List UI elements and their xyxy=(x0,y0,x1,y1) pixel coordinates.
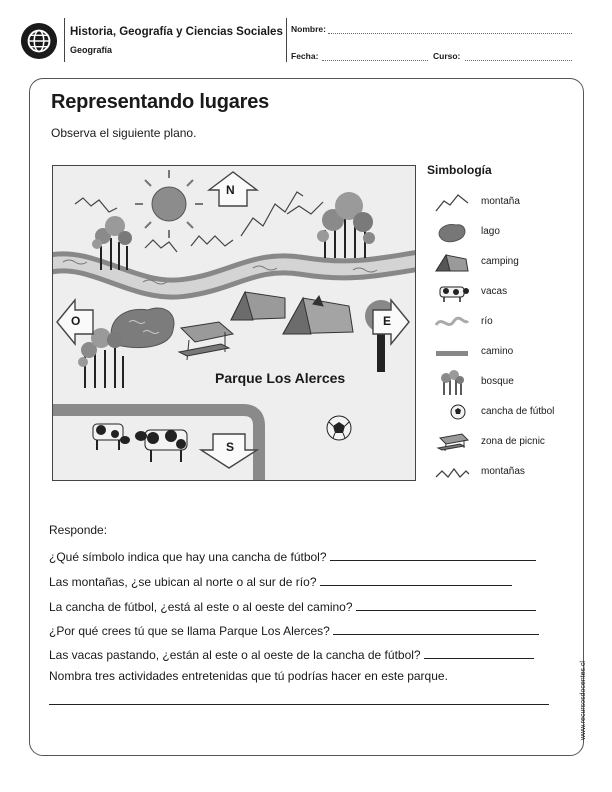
globe-logo-icon xyxy=(20,22,58,60)
date-field[interactable] xyxy=(322,60,428,61)
legend-label: lago xyxy=(481,226,500,237)
page-title: Representando lugares xyxy=(51,91,270,113)
subtopic-label: Geografía xyxy=(70,45,113,55)
question-3 xyxy=(49,598,536,614)
legend-title: Simbología xyxy=(427,163,492,177)
date-label: Fecha: xyxy=(291,51,319,61)
legend-label: montaña xyxy=(481,196,520,207)
name-label: Nombre: xyxy=(291,24,326,34)
mountains-icon xyxy=(434,461,470,483)
park-name-label: Parque Los Alerces xyxy=(215,370,346,386)
map-tents xyxy=(231,292,353,334)
mountain-icon xyxy=(434,191,470,213)
answer-line-5[interactable] xyxy=(424,646,534,659)
question-4 xyxy=(49,622,539,638)
legend-label: bosque xyxy=(481,376,514,387)
course-label: Curso: xyxy=(433,51,461,61)
course-field[interactable] xyxy=(465,60,572,61)
legend-label: montañas xyxy=(481,466,525,477)
cow-icon xyxy=(434,281,470,303)
soccer-ball-icon xyxy=(434,401,470,423)
answer-line-6[interactable] xyxy=(49,704,549,705)
question-text: Las vacas pastando, ¿están al este o al oeste de la cancha de fútbol? xyxy=(49,648,421,662)
map-cows xyxy=(93,424,187,462)
header-divider-2 xyxy=(286,18,287,62)
legend-label: vacas xyxy=(481,286,508,297)
question-text: ¿Qué símbolo indica que hay una cancha de fútbol? xyxy=(49,550,327,564)
legend-label: zona de picnic xyxy=(481,436,545,447)
compass-east-label: E xyxy=(383,314,392,328)
legend-label: cancha de fútbol xyxy=(481,406,555,417)
map-picnic-table xyxy=(179,322,233,360)
instruction-text: Observa el siguiente plano. xyxy=(51,126,197,140)
map-sun xyxy=(135,170,203,238)
question-2 xyxy=(49,573,512,589)
name-field[interactable] xyxy=(328,33,572,34)
forest-icon xyxy=(434,370,470,396)
answer-line-2[interactable] xyxy=(320,573,512,586)
lake-icon xyxy=(434,221,470,243)
river-icon xyxy=(434,311,470,333)
answer-line-4[interactable] xyxy=(333,622,539,635)
tent-icon xyxy=(434,251,470,273)
road-icon xyxy=(434,341,470,363)
credit-text: www.recursosdocentes.cl xyxy=(580,661,587,740)
map-forest-right xyxy=(317,192,375,258)
compass-north-label: N xyxy=(226,183,235,197)
compass-south-label: S xyxy=(226,440,235,454)
question-1 xyxy=(49,548,536,564)
header-divider xyxy=(64,18,65,62)
legend-label: camping xyxy=(481,256,519,267)
question-text: La cancha de fútbol, ¿está al este o al oeste del camino? xyxy=(49,600,353,614)
question-5 xyxy=(49,646,534,662)
subject-title: Historia, Geografía y Ciencias Sociales xyxy=(70,26,283,38)
question-text: ¿Por qué crees tú que se llama Parque Los Alerces? xyxy=(49,624,330,638)
answer-line-3[interactable] xyxy=(356,598,536,611)
legend-label: camino xyxy=(481,346,514,357)
legend-label: río xyxy=(481,316,493,327)
question-6: Nombra tres actividades entretenidas que tú podrías hacer en este parque. xyxy=(49,669,448,683)
questions-heading: Responde: xyxy=(49,523,108,537)
map-forest-lake xyxy=(78,328,123,388)
question-text: Las montañas, ¿se ubican al norte o al sur de río? xyxy=(49,575,317,589)
picnic-table-icon xyxy=(434,430,470,452)
map-soccer-ball xyxy=(327,416,351,440)
compass-west-label: O xyxy=(71,314,81,328)
answer-line-1[interactable] xyxy=(330,548,536,561)
park-map xyxy=(52,165,416,481)
